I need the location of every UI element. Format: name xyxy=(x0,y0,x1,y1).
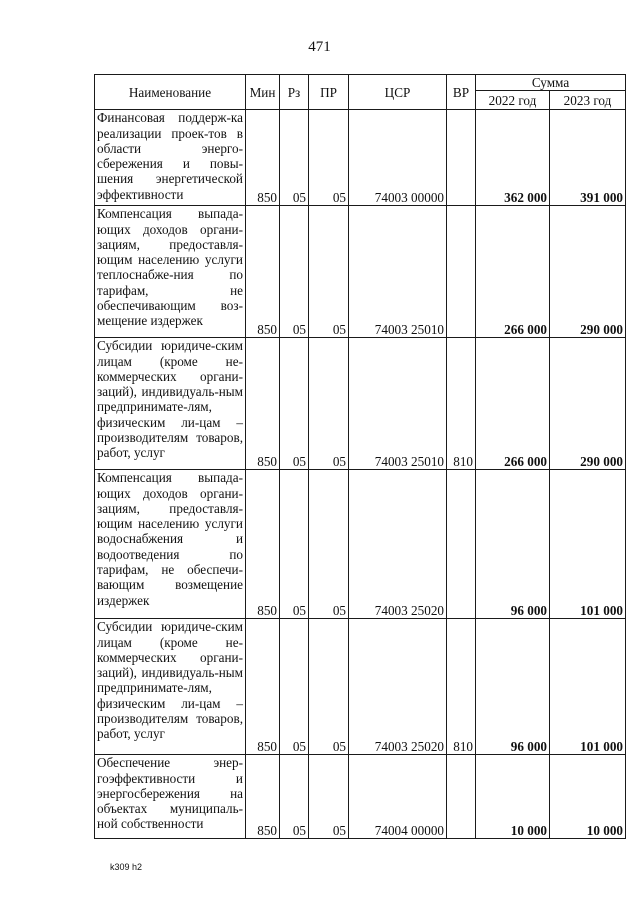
row-csr: 74004 00000 xyxy=(349,755,447,839)
col-header-rz: Рз xyxy=(280,75,309,110)
row-name: Финансовая поддерж-ка реализации проек-тов в области энерго-сбережения и повы-шения энергетической эффективности xyxy=(95,110,246,206)
row-min: 850 xyxy=(246,755,280,839)
row-vr xyxy=(447,206,476,338)
footer-code: k309 h2 xyxy=(110,862,143,872)
table-row xyxy=(95,470,626,619)
col-header-vr: ВР xyxy=(447,75,476,110)
col-header-year-2022: 2022 год xyxy=(476,91,550,110)
row-csr: 74003 00000 xyxy=(349,110,447,206)
row-pr: 05 xyxy=(309,470,349,619)
row-pr: 05 xyxy=(309,755,349,839)
col-header-csr: ЦСР xyxy=(349,75,447,110)
row-min: 850 xyxy=(246,470,280,619)
row-vr: 810 xyxy=(447,338,476,470)
row-vr xyxy=(447,755,476,839)
row-vr xyxy=(447,470,476,619)
row-min: 850 xyxy=(246,338,280,470)
row-amount-2022: 96 000 xyxy=(476,470,550,619)
row-name: Компенсация выпада-ющих доходов органи-зациям, предоставля-ющим населению услуги водоснабжения и водоотведения по тарифам, не обеспечи-вающим возмещение издержек xyxy=(95,470,246,619)
col-header-min: Мин xyxy=(246,75,280,110)
row-min: 850 xyxy=(246,619,280,755)
header-row-top xyxy=(95,75,626,91)
table-row xyxy=(95,110,626,206)
row-pr: 05 xyxy=(309,338,349,470)
row-amount-2022: 96 000 xyxy=(476,619,550,755)
row-amount-2023: 290 000 xyxy=(550,338,626,470)
row-rz: 05 xyxy=(280,755,309,839)
table-row xyxy=(95,619,626,755)
page-number: 471 xyxy=(308,39,331,55)
row-min: 850 xyxy=(246,110,280,206)
row-rz: 05 xyxy=(280,206,309,338)
row-name: Субсидии юридиче-ским лицам (кроме не-коммерческих органи-заций), индивидуаль-ным предпринимате-лям, физическим ли-цам – производителям товаров, работ, услуг xyxy=(95,619,246,755)
row-name: Компенсация выпада-ющих доходов органи-зациям, предоставля-ющим населению услуги теплоснабже-ния по тарифам, не обеспечивающим воз-мещение издержек xyxy=(95,206,246,338)
col-header-name: Наименование xyxy=(95,75,246,110)
row-name: Обеспечение энер-гоэффективности и энергосбережения на объектах муниципаль-ной собственности xyxy=(95,755,246,839)
row-rz: 05 xyxy=(280,619,309,755)
row-name: Субсидии юридиче-ским лицам (кроме не-коммерческих органи-заций), индивидуаль-ным предпринимате-лям, физическим ли-цам – производителям товаров, работ, услуг xyxy=(95,338,246,470)
row-amount-2022: 266 000 xyxy=(476,338,550,470)
row-amount-2023: 101 000 xyxy=(550,470,626,619)
row-pr: 05 xyxy=(309,206,349,338)
row-amount-2023: 391 000 xyxy=(550,110,626,206)
row-amount-2022: 10 000 xyxy=(476,755,550,839)
row-vr: 810 xyxy=(447,619,476,755)
row-amount-2023: 10 000 xyxy=(550,755,626,839)
col-header-year-2023: 2023 год xyxy=(550,91,626,110)
row-amount-2022: 266 000 xyxy=(476,206,550,338)
row-rz: 05 xyxy=(280,338,309,470)
row-csr: 74003 25010 xyxy=(349,338,447,470)
row-pr: 05 xyxy=(309,619,349,755)
row-amount-2023: 101 000 xyxy=(550,619,626,755)
row-rz: 05 xyxy=(280,470,309,619)
table-row xyxy=(95,755,626,839)
col-header-sum: Сумма xyxy=(476,75,626,91)
row-vr xyxy=(447,110,476,206)
table-row xyxy=(95,206,626,338)
row-pr: 05 xyxy=(309,110,349,206)
row-amount-2022: 362 000 xyxy=(476,110,550,206)
row-amount-2023: 290 000 xyxy=(550,206,626,338)
table-row xyxy=(95,338,626,470)
col-header-pr: ПР xyxy=(309,75,349,110)
row-csr: 74003 25020 xyxy=(349,619,447,755)
row-min: 850 xyxy=(246,206,280,338)
row-csr: 74003 25020 xyxy=(349,470,447,619)
row-csr: 74003 25010 xyxy=(349,206,447,338)
row-rz: 05 xyxy=(280,110,309,206)
budget-table xyxy=(94,74,626,839)
